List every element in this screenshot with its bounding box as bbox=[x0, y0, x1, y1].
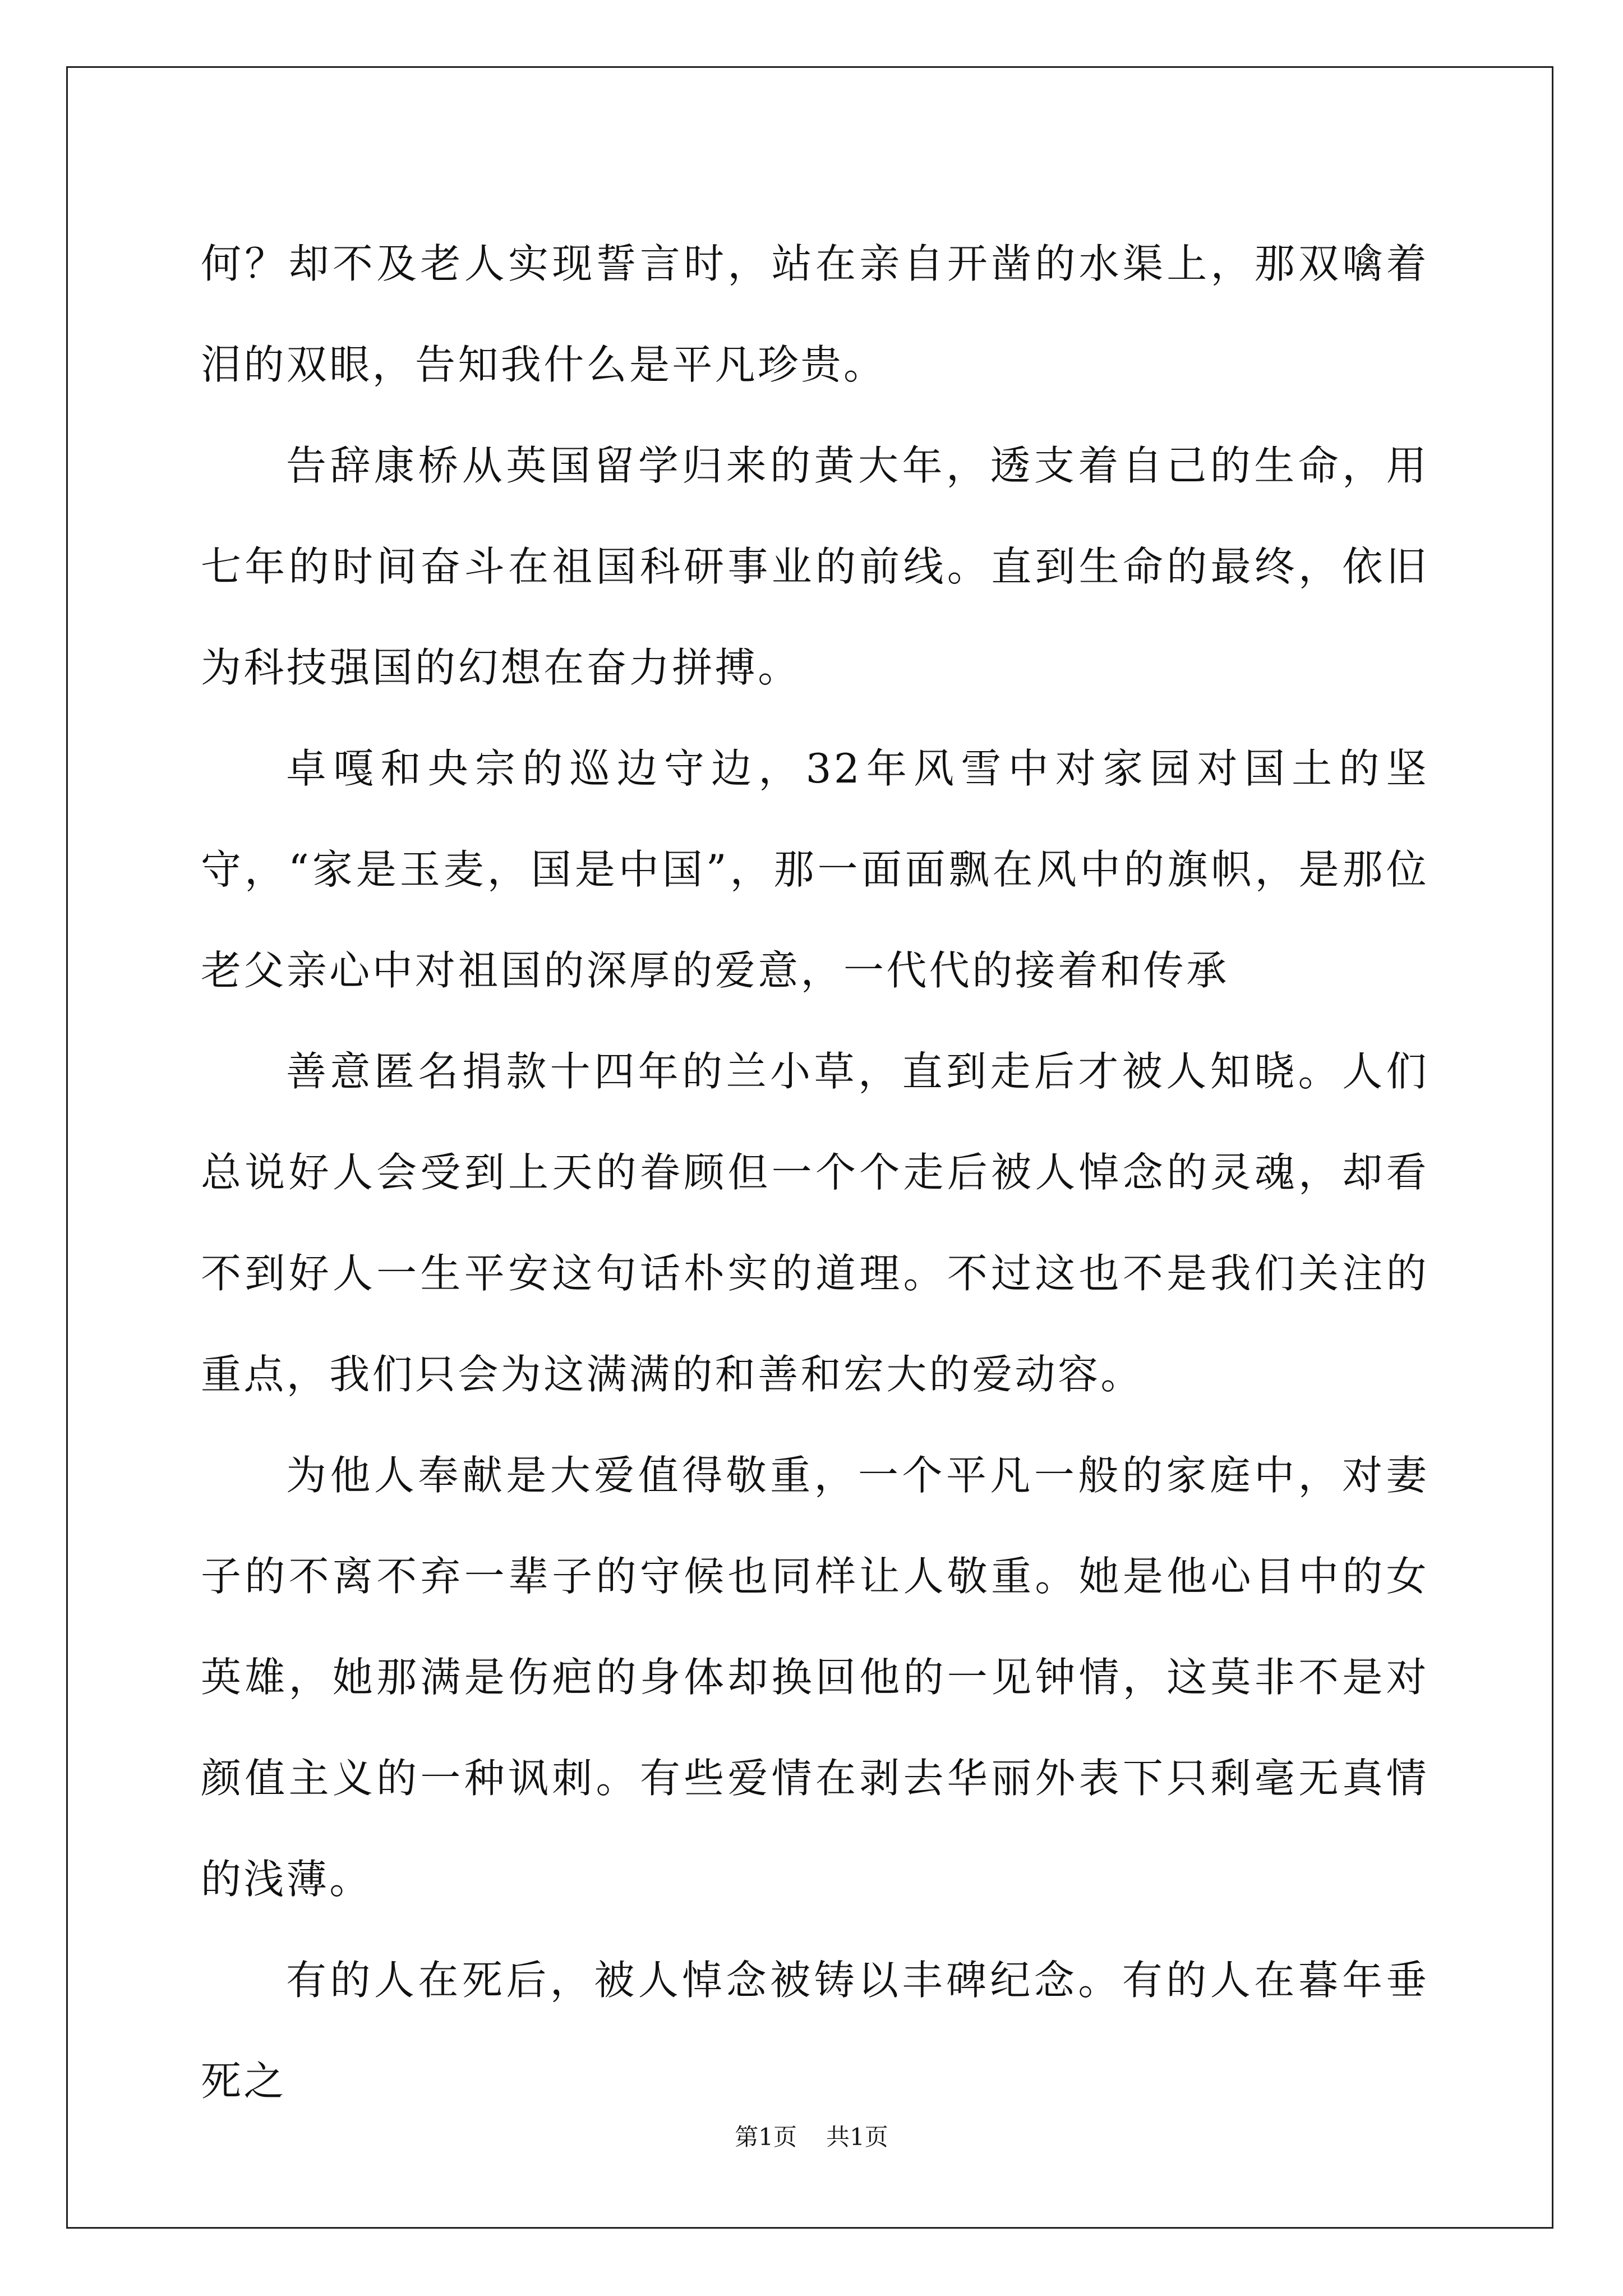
page-number: 第1页 bbox=[735, 2123, 797, 2151]
page-footer bbox=[0, 2120, 1623, 2154]
page-total: 共1页 bbox=[826, 2123, 888, 2151]
paragraph-4: 善意匿名捐款十四年的兰小草，直到走后才被人知晓。人们总说好人会受到上天的眷顾但一个个走后被人悼念的灵魂，却看不到好人一生平安这句话朴实的道理。不过这也不是我们关注的重点，我们只会为这满满的和善和宏大的爱动容。 bbox=[201, 1048, 1429, 1398]
paragraph-6: 有的人在死后，被人悼念被铸以丰碑纪念。有的人在暮年垂死之 bbox=[201, 1957, 1429, 2105]
paragraph-2: 告辞康桥从英国留学归来的黄大年，透支着自己的生命，用七年的时间奋斗在祖国科研事业的前线。直到生命的最终，依旧为科技强国的幻想在奋力拼搏。 bbox=[201, 442, 1429, 691]
paragraph-1: 何？却不及老人实现誓言时，站在亲自开凿的水渠上，那双噙着泪的双眼，告知我什么是平凡珍贵。 bbox=[201, 240, 1429, 388]
paragraph-3: 卓嘎和央宗的巡边守边，32年风雪中对家园对国土的坚守，“家是玉麦，国是中国”，那一面面飘在风中的旗帜，是那位老父亲心中对祖国的深厚的爱意，一代代的接着和传承 bbox=[201, 745, 1429, 994]
paragraph-5: 为他人奉献是大爱值得敬重，一个平凡一般的家庭中，对妻子的不离不弃一辈子的守候也同样让人敬重。她是他心目中的女英雄，她那满是伤疤的身体却换回他的一见钟情，这莫非不是对颜值主义的一种讽刺。有些爱情在剥去华丽外表下只剩毫无真情的浅薄。 bbox=[201, 1452, 1429, 1903]
document-body bbox=[201, 213, 1429, 2132]
